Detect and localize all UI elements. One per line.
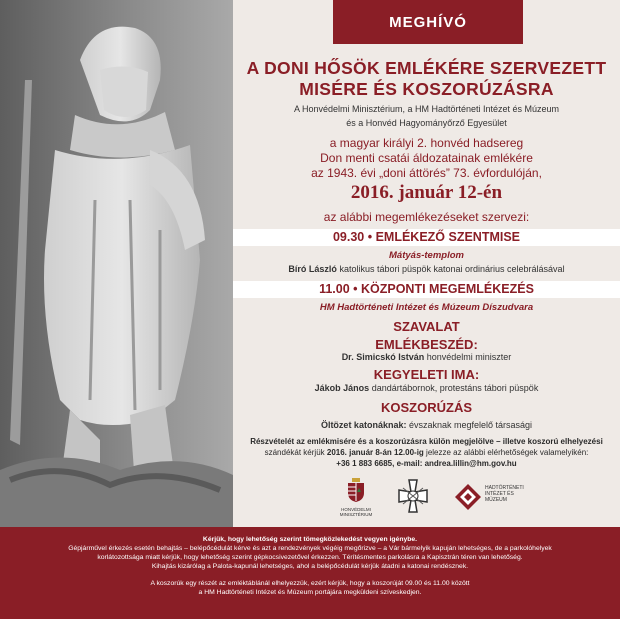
- coat-of-arms-icon: [347, 478, 365, 502]
- celebrant-name: Bíró László: [288, 264, 337, 274]
- purpose-line-1: a magyar királyi 2. honvéd hadsereg: [329, 136, 524, 150]
- cross-icon: [393, 478, 433, 514]
- ministry-logo-text: HONVÉDELMI MINISZTÉRIUM: [339, 507, 373, 517]
- soldier-statue-image: [0, 0, 233, 527]
- cross-emblem: [393, 478, 433, 514]
- footer-notice: [0, 527, 620, 619]
- museum-diamond-icon: [455, 484, 481, 510]
- event1-celebrant: [233, 264, 620, 274]
- rsvp-line-1: Részvételét az emlékmisére és a koszorúzásra külön megjelölve – illetve koszorú elhelyezési: [250, 437, 603, 446]
- speech-label: EMLÉKBESZÉD:: [375, 337, 478, 352]
- footer-line-4: Kihajtás kizárólag a Palota-kapunál lehetséges, ahol a belépőcédulát kérjük átadni a katonai rendésznek.: [151, 563, 469, 570]
- event2-place: HM Hadtörténeti Intézet és Múzeum Díszudvara: [319, 302, 534, 313]
- event-date: 2016. január 12-én: [350, 182, 503, 203]
- recital-label: SZAVALAT: [393, 319, 460, 334]
- purpose-line-2: Don menti csatái áldozatainak emlékére: [320, 151, 533, 165]
- event1-place: Mátyás-templom: [389, 250, 464, 261]
- rsvp-prefix: szándékát kérjük: [264, 448, 325, 457]
- speaker-line: [233, 352, 620, 362]
- organizers-line-2: és a Honvéd Hagyományőrző Egyesület: [346, 118, 507, 128]
- museum-logo: [455, 484, 535, 514]
- footer-line-1: Kérjük, hogy lehetőség szerint tömegközlekedést vegyen igénybe.: [202, 536, 418, 543]
- celebrant-title: katolikus tábori püspök katonai ordinárius celebrálásával: [339, 264, 565, 274]
- dress-label: Öltözet katonáknak:: [320, 420, 407, 430]
- organizers-line-1: A Honvédelmi Minisztérium, a HM Hadtörténeti Intézet és Múzeum: [293, 104, 560, 114]
- organizes-text: az alábbi megemlékezéseket szervezi:: [323, 210, 530, 224]
- footer-line-5: A koszorúk egy részét az emléktáblánál elhelyezzük, ezért kérjük, hogy a koszorúját 09.00 és 11.00 között: [150, 580, 470, 587]
- invitation-header: MEGHÍVÓ: [333, 0, 523, 44]
- prayer-line: [233, 383, 620, 393]
- museum-logo-line-3: MÚZEUM: [485, 497, 507, 503]
- footer-line-2: Gépjárművel érkezés esetén behajtás – belépőcédulát kérve és azt a rendezvények végéig megőrizve – a Vár bármelyik kapuján lehetséges, de a parkolóhelyek: [68, 545, 552, 552]
- museum-logo-text: [485, 485, 524, 503]
- event1-title: 09.30 • EMLÉKEZŐ SZENTMISE: [233, 229, 620, 246]
- rsvp-deadline: 2016. január 8-án 12.00-ig: [326, 448, 424, 457]
- dress-code: [233, 420, 620, 430]
- dress-value: évszaknak megfelelő társasági: [408, 420, 533, 430]
- event2-title: 11.00 • KÖZPONTI MEGEMLÉKEZÉS: [233, 281, 620, 298]
- prayer-label: KEGYELETI IMA:: [373, 367, 480, 382]
- museum-logo-line-1: HADTÖRTÉNETI: [485, 485, 524, 491]
- prayer-title: dandártábornok, protestáns tábori püspök: [371, 383, 539, 393]
- title-line-2: MISÉRE ÉS KOSZORÚZÁSRA: [299, 79, 554, 99]
- speaker-name: Dr. Simicskó István: [341, 352, 425, 362]
- wreath-label: KOSZORÚZÁS: [381, 400, 472, 415]
- rsvp-suffix: jelezze az alábbi elérhetőségek valamelyikén:: [426, 448, 589, 457]
- speaker-title: honvédelmi miniszter: [426, 352, 512, 362]
- rsvp-contact: +36 1 883 6685, e-mail: andrea.lillin@hm.gov.hu: [336, 459, 517, 468]
- statue-photo: [0, 0, 233, 527]
- title-line-1: A DONI HŐSÖK EMLÉKÉRE SZERVEZETT: [246, 58, 607, 78]
- rsvp-line-2: [233, 448, 620, 457]
- footer-line-6: a HM Hadtörténeti Intézet és Múzeum portájára megküldeni szíveskedjen.: [198, 589, 422, 596]
- footer-line-3: korlátozottsága miatt kérjük, hogy lehetőség szerint gépkocsivezetővel érkezzen. Térítésmentes parkolásra a Kapisztrán téren van lehetőség.: [97, 554, 523, 561]
- museum-logo-line-2: INTÉZET ÉS: [485, 491, 514, 497]
- purpose-line-3: az 1943. évi „doni áttörés” 73. évfordulóján,: [311, 166, 542, 180]
- prayer-name: Jákob János: [314, 383, 370, 393]
- ministry-logo: [331, 478, 381, 517]
- invitation-content: [233, 0, 620, 527]
